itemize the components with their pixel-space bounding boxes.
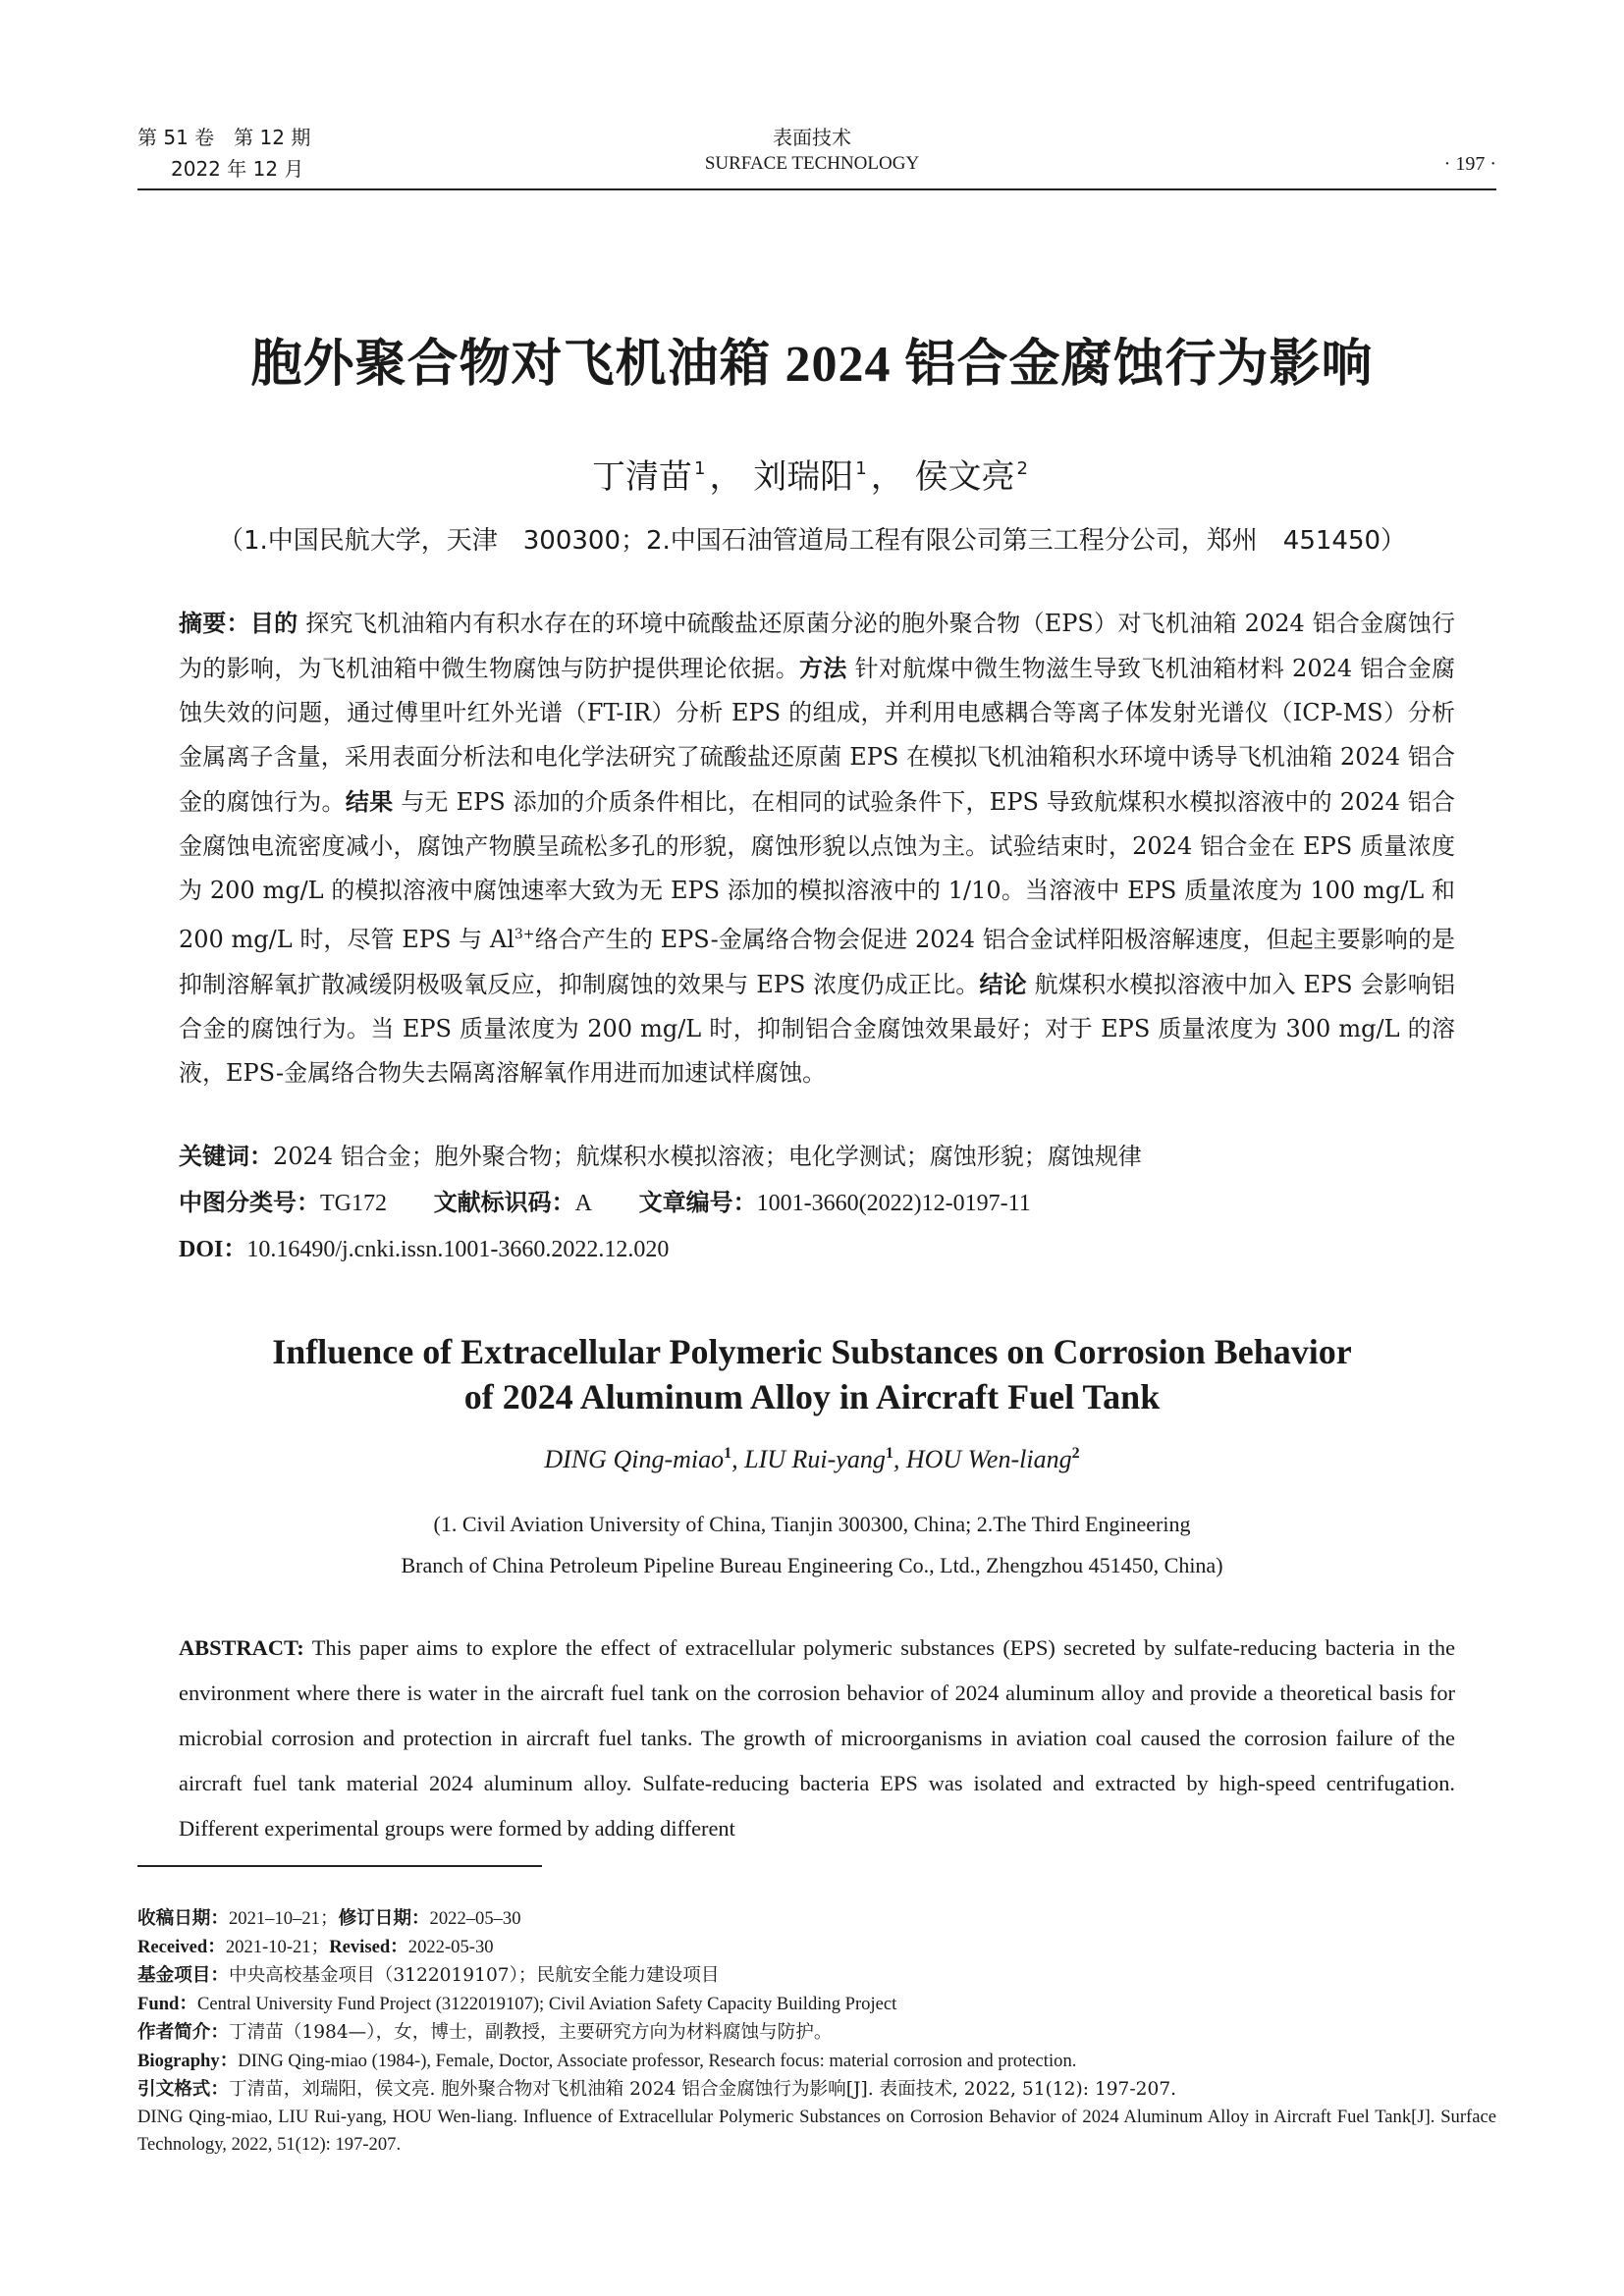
footnote-rule bbox=[137, 1865, 542, 1867]
article-no-value: 1001-3660(2022)12-0197-11 bbox=[756, 1191, 1031, 1216]
keywords-text: 2024 铝合金；胞外聚合物；航煤积水模拟溶液；电化学测试；腐蚀形貌；腐蚀规律 bbox=[273, 1143, 1142, 1170]
result-label: 结果 bbox=[345, 787, 394, 816]
author-affil-mark: 1 bbox=[885, 1445, 893, 1462]
purpose-label: 目的 bbox=[249, 609, 298, 637]
journal-name-en: SURFACE TECHNOLOGY bbox=[704, 153, 920, 174]
revised-cn-value: 2022–05–30 bbox=[429, 1908, 521, 1929]
fund-en-value: Central University Fund Project (3122019107); Civil Aviation Safety Capacity Building Project bbox=[196, 1994, 897, 2014]
received-cn-label: 收稿日期： bbox=[137, 1908, 229, 1929]
footnote-bio-cn bbox=[137, 2018, 1496, 2047]
clc-label: 中图分类号： bbox=[179, 1189, 320, 1216]
author-affil-mark: 2 bbox=[1016, 458, 1028, 479]
footnote-fund-cn bbox=[137, 1961, 1496, 1990]
method-text: 针对航煤中微生物滋生导致飞机油箱材料 2024 铝合金腐蚀失效的问题，通过傅里叶红外光谱（FT-IR）分析 EPS 的组成，并利用电感耦合等离子体发射光谱仪（ICP-MS）分析金属离子含量，采用表面分析法和电化学法研究了硫酸盐还原菌 EPS 在模拟飞机油箱积水环境中诱导飞机油箱 2024 铝合金的腐蚀行为。 bbox=[179, 655, 1455, 816]
affiliation-en-line1: (1. Civil Aviation University of China, Tianjin 300300, China; 2.The Third Engineering bbox=[433, 1512, 1191, 1536]
keywords bbox=[179, 1137, 1142, 1171]
title-en bbox=[0, 1329, 1624, 1419]
doc-code-value: A bbox=[574, 1191, 592, 1216]
conclusion-text: 航煤积水模拟溶液中加入 EPS 会影响铝合金的腐蚀行为。当 EPS 质量浓度为 200 mg/L 时，抑制铝合金腐蚀效果最好；对于 EPS 质量浓度为 300 mg/L 的溶液，EPS-金属络合物失去隔离溶解氧作用进而加速试样腐蚀。 bbox=[179, 971, 1455, 1087]
bio-cn-value: 丁清苗（1984—），女，博士，副教授，主要研究方向为材料腐蚀与防护。 bbox=[228, 2022, 833, 2043]
author-cn: 刘瑞阳 bbox=[753, 457, 854, 497]
author-affil-mark: 1 bbox=[855, 458, 867, 479]
fund-cn-label: 基金项目： bbox=[137, 1965, 229, 1986]
received-cn-value: 2021–10–21； bbox=[228, 1908, 339, 1929]
article-no-label: 文章编号： bbox=[638, 1189, 757, 1216]
doi bbox=[179, 1229, 669, 1263]
abstract-en-label: ABSTRACT: bbox=[179, 1635, 304, 1660]
conclusion-label: 结论 bbox=[979, 970, 1027, 998]
abstract-en bbox=[179, 1626, 1455, 1851]
fund-en-label: Fund： bbox=[137, 1994, 197, 2014]
affiliation-en-line2: Branch of China Petroleum Pipeline Bureau Engineering Co., Ltd., Zhengzhou 451450, China) bbox=[401, 1553, 1223, 1577]
header-rule bbox=[137, 188, 1496, 190]
bio-en-label: Biography： bbox=[137, 2051, 239, 2071]
author-affil-mark: 1 bbox=[694, 458, 706, 479]
keywords-label: 关键词： bbox=[179, 1143, 273, 1170]
result-text: 与无 EPS 添加的介质条件相比，在相同的试验条件下，EPS 导致航煤积水模拟溶液中的 2024 铝合金腐蚀电流密度减小，腐蚀产物膜呈疏松多孔的形貌，腐蚀形貌以点蚀为主。试验结束时，2024 铝合金在 EPS 质量浓度为 200 mg/L 的模拟溶液中腐蚀速率大致为无 EPS 添加的模拟溶液中的 1/10。当溶液中 EPS 质量浓度为 100 mg/L 和 200 mg/L 时，尽管 EPS 与 Al bbox=[179, 788, 1455, 953]
revised-cn-label: 修订日期： bbox=[338, 1908, 430, 1929]
bio-cn-label: 作者简介： bbox=[137, 2022, 229, 2043]
doi-label: DOI： bbox=[179, 1237, 247, 1262]
classification bbox=[179, 1183, 1031, 1217]
journal-name-cn: 表面技术 bbox=[773, 126, 851, 149]
revised-en-label: Revised： bbox=[329, 1937, 408, 1957]
cite-cn-value: 丁清苗，刘瑞阳，侯文亮. 胞外聚合物对飞机油箱 2024 铝合金腐蚀行为影响[J]. 表面技术, 2022, 51(12): 197-207. bbox=[228, 2079, 1177, 2100]
cite-cn-label: 引文格式： bbox=[137, 2079, 229, 2100]
footnote-cite-en: DING Qing-miao, LIU Rui-yang, HOU Wen-liang. Influence of Extracellular Polymeric Substances on Corrosion Behavior of 2024 Aluminum Alloy in Aircraft Fuel Tank[J]. Surface Technology, 2022, 51(12): 197-207. bbox=[137, 2107, 1496, 2155]
affiliation-en bbox=[0, 1504, 1624, 1586]
affiliation-cn: （1.中国民航大学，天津 300300；2.中国石油管道局工程有限公司第三工程分公司，郑州 451450） bbox=[217, 526, 1407, 556]
ion-charge: 3+ bbox=[514, 927, 535, 942]
bio-en-value: DING Qing-miao (1984-), Female, Doctor, Associate professor, Research focus: material corrosion and protection. bbox=[238, 2051, 1077, 2071]
revised-en-value: 2022-05-30 bbox=[407, 1937, 494, 1957]
author-en: DING Qing-miao bbox=[544, 1445, 725, 1473]
clc-value: TG172 bbox=[320, 1191, 387, 1216]
issue-date: 2022 年 12 月 bbox=[171, 157, 304, 181]
fund-cn-value: 中央高校基金项目（3122019107）；民航安全能力建设项目 bbox=[228, 1965, 720, 1986]
title-cn: 胞外聚合物对飞机油箱 2024 铝合金腐蚀行为影响 bbox=[250, 337, 1374, 393]
volume-issue: 第 51 卷 第 12 期 bbox=[137, 126, 311, 149]
authors-cn: 丁清苗 $^1$ ， 刘瑞阳 $^1$ ， 侯文亮 $^2$ bbox=[592, 457, 1028, 497]
author-cn: 侯文亮 bbox=[914, 457, 1015, 497]
method-label: 方法 bbox=[799, 654, 847, 682]
title-en-line1: Influence of Extracellular Polymeric Substances on Corrosion Behavior bbox=[272, 1332, 1352, 1371]
author-cn: 丁清苗 bbox=[592, 457, 692, 497]
author-en: LIU Rui-yang bbox=[744, 1445, 886, 1473]
doc-code-label: 文献标识码： bbox=[433, 1189, 575, 1216]
author-affil-mark: 2 bbox=[1071, 1445, 1080, 1462]
authors-en: DING Qing-miao$^1$, LIU Rui-yang$^1$, HOU Wen-liang$^2$ bbox=[544, 1445, 1080, 1473]
doi-value: 10.16490/j.cnki.issn.1001-3660.2022.12.020 bbox=[246, 1237, 670, 1262]
footnote-fund-en bbox=[137, 1990, 1496, 2018]
footnote-received-cn bbox=[137, 1904, 1496, 1933]
title-en-line2: of 2024 Aluminum Alloy in Aircraft Fuel Tank bbox=[463, 1377, 1161, 1416]
page-number: · 197 · bbox=[1443, 153, 1496, 175]
received-en-value: 2021-10-21； bbox=[225, 1937, 330, 1957]
abstract-cn bbox=[179, 601, 1455, 1095]
footnote-bio-en bbox=[137, 2047, 1496, 2075]
received-en-label: Received： bbox=[137, 1937, 226, 1957]
footnote-received-en bbox=[137, 1933, 1496, 1961]
abstract-label: 摘要： bbox=[179, 610, 250, 637]
footnote-cite-cn bbox=[137, 2075, 1496, 2104]
author-en: HOU Wen-liang bbox=[905, 1445, 1072, 1473]
result-text-cont: 络合产生的 EPS-金属络合物会促进 2024 铝合金试样阳极溶解速度，但起主要影响的是抑制溶解氧扩散减缓阴极吸氧反应，抑制腐蚀的效果与 EPS 浓度仍成正比。 bbox=[179, 926, 1455, 998]
purpose-text: 探究飞机油箱内有积水存在的环境中硫酸盐还原菌分泌的胞外聚合物（EPS）对飞机油箱 2024 铝合金腐蚀行为的影响，为飞机油箱中微生物腐蚀与防护提供理论依据。 bbox=[179, 610, 1455, 682]
author-affil-mark: 1 bbox=[724, 1445, 732, 1462]
abstract-en-text: This paper aims to explore the effect of extracellular polymeric substances (EPS) secreted by sulfate-reducing bacteria in the environment where there is water in the aircraft fuel tank on the corrosion behavior of 2024 aluminum alloy and provide a theoretical basis for microbial corrosion and protection in aircraft fuel tanks. The growth of microorganisms in aviation coal caused the corrosion failure of the aircraft fuel tank material 2024 aluminum alloy. Sulfate-reducing bacteria EPS was isolated and extracted by high-speed centrifugation. Different experimental groups were formed by adding different bbox=[179, 1635, 1456, 1841]
